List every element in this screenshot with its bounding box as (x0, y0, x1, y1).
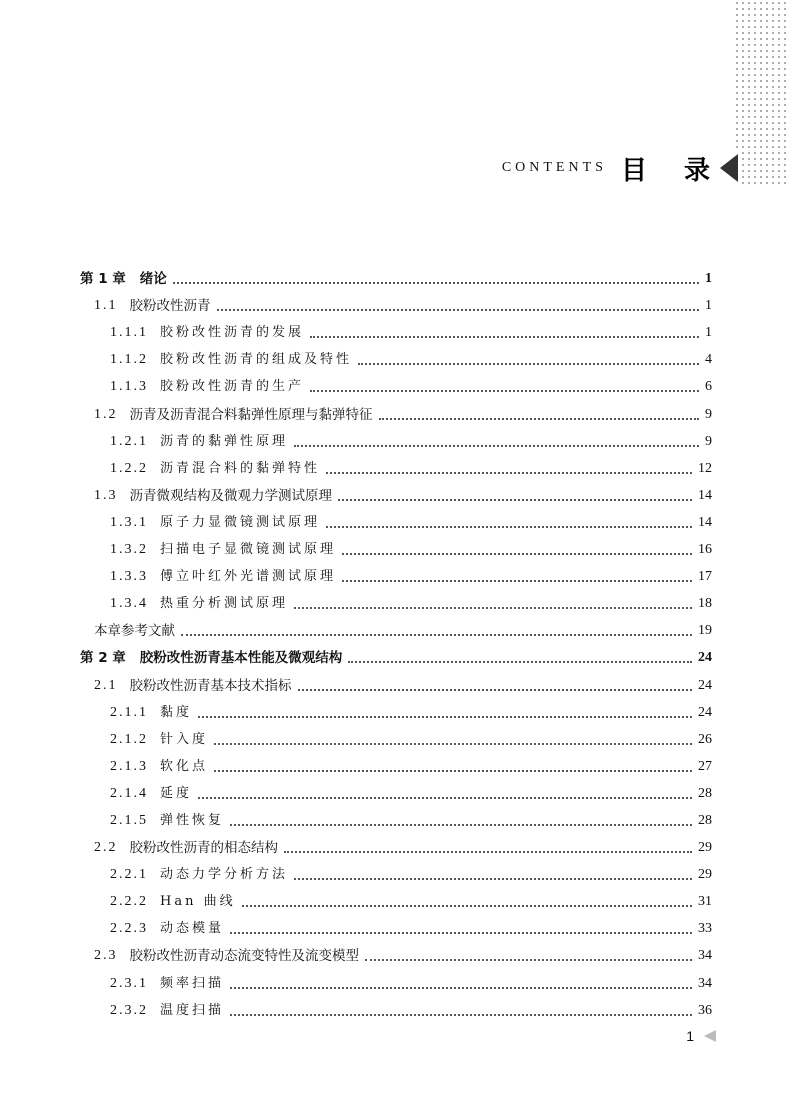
toc-entry-number: 2.1.2 (110, 731, 148, 747)
toc-entry-title: 绪论 (139, 271, 167, 288)
contents-header (496, 150, 738, 186)
toc-entry-number: 2.2 (94, 840, 118, 856)
toc-entry-number: 第 2 章 (80, 650, 126, 667)
toc-entry-title: 沥青微观结构及微观力学测试原理 (129, 487, 332, 504)
toc-entry-number: 1.1 (94, 298, 118, 314)
page-title: 目 录 (620, 155, 724, 186)
dot-leader (365, 959, 692, 961)
toc-entry-number: 2.2.2 (110, 894, 148, 910)
dot-leader (173, 282, 699, 284)
toc-subsection-entry[interactable] (80, 370, 712, 397)
toc-entry-title: 胶粉改性沥青的相态结构 (129, 840, 278, 857)
toc-entry-page: 9 (705, 406, 712, 422)
toc-entry-page: 4 (705, 352, 712, 368)
toc-subsection-entry[interactable] (80, 723, 712, 750)
toc-entry-number: 第 1 章 (80, 271, 126, 288)
dot-leader (298, 689, 693, 691)
dot-leader (230, 932, 692, 934)
toc-entry-number: 1.2 (94, 406, 118, 422)
dot-leader (214, 743, 692, 745)
toc-entry-title: 延度 (160, 785, 193, 801)
toc-entry-number: 2.3 (94, 948, 118, 964)
dot-leader (310, 390, 699, 392)
toc-subsection-entry[interactable] (80, 316, 712, 343)
dot-leader (217, 309, 700, 311)
toc-entry-page: 9 (705, 433, 712, 449)
dot-leader (294, 878, 692, 880)
toc-entry-page: 29 (698, 840, 712, 856)
dot-leader (294, 445, 699, 447)
toc-subsection-entry[interactable] (80, 912, 712, 939)
toc-subsection-entry[interactable] (80, 533, 712, 560)
toc-entry-page: 27 (698, 758, 712, 774)
toc-entry-number: 1.1.3 (110, 379, 148, 395)
toc-entry-title: 胶粉改性沥青的发展 (160, 325, 305, 341)
dot-leader (338, 499, 692, 501)
toc-entry-page: 34 (698, 975, 712, 991)
toc-entry-number: 2.1.3 (110, 758, 148, 774)
toc-entry-page: 19 (698, 623, 712, 639)
toc-entry-number: 1.1.2 (110, 352, 148, 368)
toc-entry-number: 2.2.3 (110, 921, 148, 937)
dot-leader (242, 905, 692, 907)
toc-entry-page: 31 (698, 894, 712, 910)
dot-leader (294, 607, 692, 609)
dot-leader (230, 824, 692, 826)
toc-subsection-entry[interactable] (80, 750, 712, 777)
triangle-left-icon (704, 1030, 716, 1042)
triangle-left-icon (720, 154, 738, 182)
toc-subsection-entry[interactable] (80, 506, 712, 533)
dot-leader (326, 526, 692, 528)
toc-entry-page: 34 (698, 948, 712, 964)
toc-subsection-entry[interactable] (80, 696, 712, 723)
toc-subsection-entry[interactable] (80, 966, 712, 993)
dotted-pattern-decoration (734, 0, 790, 186)
toc-entry-number: 1.2.1 (110, 433, 148, 449)
dot-leader (198, 716, 692, 718)
toc-entry-page: 18 (698, 596, 712, 612)
toc-section-entry[interactable] (80, 939, 712, 966)
dot-leader (342, 553, 692, 555)
toc-entry-page: 6 (705, 379, 712, 395)
toc-entry-number: 2.1.5 (110, 812, 148, 828)
toc-entry-page: 28 (698, 785, 712, 801)
toc-subsection-entry[interactable] (80, 425, 712, 452)
toc-entry-number: 2.1 (94, 677, 118, 693)
toc-entry-title: 胶粉改性沥青 (129, 298, 211, 315)
toc-entry-page: 14 (698, 487, 712, 503)
toc-reference-entry[interactable] (80, 614, 712, 641)
toc-subsection-entry[interactable] (80, 858, 712, 885)
toc-entry-title: 胶粉改性沥青的生产 (160, 379, 305, 395)
page-footer (686, 1028, 716, 1044)
toc-entry-page: 33 (698, 921, 712, 937)
toc-entry-number: 1.3.4 (110, 596, 148, 612)
toc-entry-title: 频率扫描 (160, 975, 225, 991)
toc-entry-title: 热重分析测试原理 (160, 596, 289, 612)
toc-subsection-entry[interactable] (80, 994, 712, 1021)
dot-leader (342, 580, 692, 582)
toc-section-entry[interactable] (80, 289, 712, 316)
toc-entry-page: 24 (698, 677, 712, 693)
toc-entry-title: Han 曲线 (160, 894, 236, 910)
toc-entry-number: 2.3.1 (110, 975, 148, 991)
toc-entry-number: 2.1.4 (110, 785, 148, 801)
toc-entry-number: 1.3 (94, 487, 118, 503)
toc-entry-title: 胶粉改性沥青基本技术指标 (129, 677, 292, 694)
toc-entry-title: 胶粉改性沥青基本性能及微观结构 (139, 650, 343, 667)
dot-leader (230, 987, 692, 989)
dot-leader (198, 797, 692, 799)
toc-entry-number: 2.3.2 (110, 1002, 148, 1018)
toc-entry-number: 1.3.1 (110, 514, 148, 530)
toc-subsection-entry[interactable] (80, 560, 712, 587)
toc-entry-page: 14 (698, 514, 712, 530)
toc-entry-number: 1.1.1 (110, 325, 148, 341)
toc-section-entry[interactable] (80, 668, 712, 695)
toc-subsection-entry[interactable] (80, 777, 712, 804)
toc-subsection-entry[interactable] (80, 452, 712, 479)
toc-entry-title: 原子力显微镜测试原理 (160, 514, 321, 530)
toc-entry-page: 1 (705, 298, 712, 314)
dot-leader (214, 770, 692, 772)
toc-chapter-entry[interactable] (80, 641, 712, 668)
toc-entry-title: 本章参考文献 (94, 623, 175, 640)
toc-entry-title: 黏度 (160, 704, 193, 720)
toc-subsection-entry[interactable] (80, 587, 712, 614)
toc-entry-title: 针入度 (160, 731, 209, 747)
toc-entry-title: 沥青及沥青混合料黏弹性原理与黏弹特征 (129, 406, 373, 423)
toc-section-entry[interactable] (80, 397, 712, 424)
dot-leader (348, 661, 692, 663)
dot-leader (181, 634, 692, 636)
dot-leader (379, 418, 700, 420)
toc-entry-title: 胶粉改性沥青动态流变特性及流变模型 (129, 948, 359, 965)
toc-subsection-entry[interactable] (80, 885, 712, 912)
toc-entry-title: 动态模量 (160, 921, 225, 937)
dot-leader (310, 336, 699, 338)
toc-entry-title: 沥青混合料的黏弹特性 (160, 460, 321, 476)
contents-label: CONTENTS (501, 160, 607, 175)
page-number: 1 (686, 1028, 694, 1044)
toc-entry-page: 1 (705, 325, 712, 341)
toc-entry-number: 1.3.2 (110, 542, 148, 558)
toc-entry-title: 动态力学分析方法 (160, 867, 289, 883)
toc-entry-title: 傅立叶红外光谱测试原理 (160, 569, 337, 585)
toc-entry-page: 29 (698, 867, 712, 883)
toc-entry-page: 1 (705, 271, 712, 287)
table-of-contents (80, 262, 712, 1021)
toc-section-entry[interactable] (80, 831, 712, 858)
toc-entry-page: 26 (698, 731, 712, 747)
dot-leader (230, 1014, 692, 1016)
toc-chapter-entry[interactable] (80, 262, 712, 289)
toc-entry-number: 1.2.2 (110, 460, 148, 476)
dot-leader (326, 472, 692, 474)
toc-entry-title: 软化点 (160, 758, 209, 774)
toc-subsection-entry[interactable] (80, 804, 712, 831)
toc-entry-page: 17 (698, 569, 712, 585)
toc-entry-title: 沥青的黏弹性原理 (160, 433, 289, 449)
toc-entry-page: 36 (698, 1002, 712, 1018)
dot-leader (284, 851, 692, 853)
dot-leader (358, 363, 699, 365)
toc-section-entry[interactable] (80, 479, 712, 506)
toc-entry-number: 2.2.1 (110, 867, 148, 883)
toc-entry-page: 24 (698, 704, 712, 720)
toc-subsection-entry[interactable] (80, 343, 712, 370)
toc-entry-page: 16 (698, 542, 712, 558)
toc-entry-number: 2.1.1 (110, 704, 148, 720)
toc-entry-page: 12 (698, 460, 712, 476)
toc-entry-title: 扫描电子显微镜测试原理 (160, 542, 337, 558)
toc-entry-title: 弹性恢复 (160, 812, 225, 828)
toc-entry-page: 24 (698, 650, 712, 666)
toc-entry-number: 1.3.3 (110, 569, 148, 585)
toc-entry-title: 温度扫描 (160, 1002, 225, 1018)
toc-entry-title: 胶粉改性沥青的组成及特性 (160, 352, 353, 368)
toc-entry-page: 28 (698, 812, 712, 828)
